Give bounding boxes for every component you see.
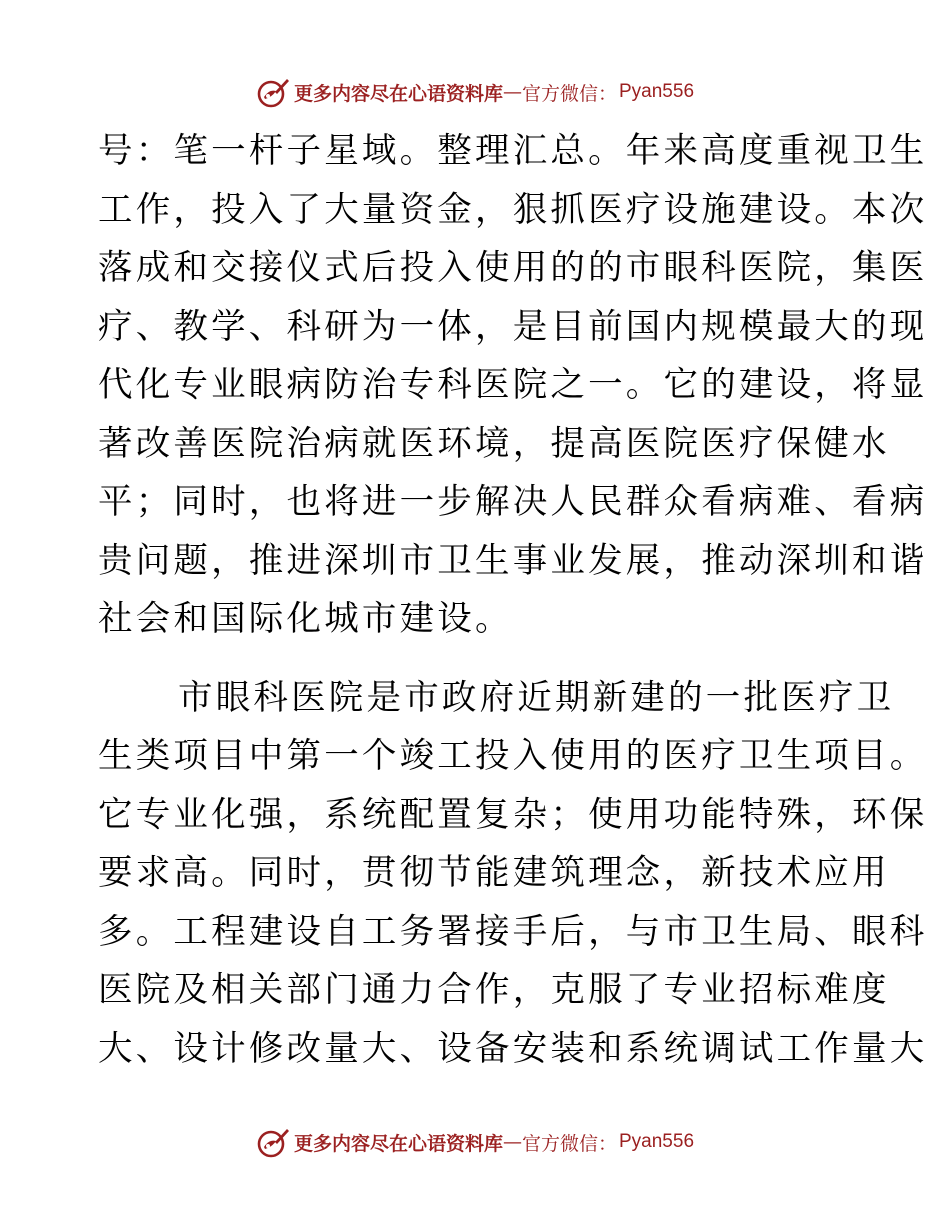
text-line: 落成和交接仪式后投入使用的的市眼科医院，集医 bbox=[98, 248, 928, 288]
text-line: 疗、教学、科研为一体，是目前国内规模最大的现 bbox=[98, 306, 928, 347]
text-line: 要求高。同时，贯彻节能建筑理念，新技术应用 bbox=[98, 853, 890, 893]
text-line-indented: 市眼科医院是市政府近期新建的一批医疗卫 bbox=[178, 677, 895, 718]
watermark-wechat-label: 官方微信： bbox=[521, 82, 617, 105]
paragraph-2 bbox=[98, 669, 928, 1079]
text-line: 大、设计修改量大、设备安装和系统调试工作量大 bbox=[98, 1028, 928, 1069]
watermark-dash: — bbox=[502, 1131, 522, 1153]
watermark-title: 更多内容尽在心语资料库 bbox=[293, 1132, 503, 1155]
text-line: 平；同时，也将进一步解决人民群众看病难、看病 bbox=[98, 482, 928, 522]
text-line: 它专业化强，系统配置复杂；使用功能特殊，环保 bbox=[98, 794, 928, 835]
brush-logo-icon bbox=[256, 1125, 290, 1159]
text-line: 生类项目中第一个竣工投入使用的医疗卫生项目。 bbox=[98, 736, 928, 776]
text-line: 贵问题，推进深圳市卫生事业发展，推动深圳和谐 bbox=[98, 540, 928, 581]
text-line: 著改善医院治病就医环境，提高医院医疗保健水 bbox=[98, 423, 890, 464]
watermark-wechat-id: Pyan556 bbox=[619, 1131, 695, 1152]
text-line: 号：笔一杆子星域。整理汇总。年来高度重视卫生 bbox=[98, 131, 928, 171]
watermark-wechat-label: 官方微信： bbox=[521, 1132, 617, 1155]
watermark-wechat-id: Pyan556 bbox=[619, 81, 695, 102]
paragraph-gap bbox=[98, 649, 858, 669]
text-line: 多。工程建设自工务署接手后，与市卫生局、眼科 bbox=[98, 911, 928, 952]
watermark-title: 更多内容尽在心语资料库 bbox=[293, 82, 503, 105]
paragraph-1 bbox=[98, 122, 928, 649]
text-line: 医院及相关部门通力合作，克服了专业招标难度 bbox=[98, 970, 890, 1010]
text-line: 工作，投入了大量资金，狠抓医疗设施建设。本次 bbox=[98, 189, 928, 230]
brush-logo-icon bbox=[256, 75, 290, 109]
document-body bbox=[98, 122, 928, 1078]
text-line: 社会和国际化城市建设。 bbox=[98, 599, 513, 639]
text-line: 代化专业眼病防治专科医院之一。它的建设，将显 bbox=[98, 365, 928, 405]
header-watermark bbox=[0, 72, 950, 112]
watermark-dash: — bbox=[502, 81, 522, 103]
footer-watermark bbox=[0, 1122, 950, 1162]
